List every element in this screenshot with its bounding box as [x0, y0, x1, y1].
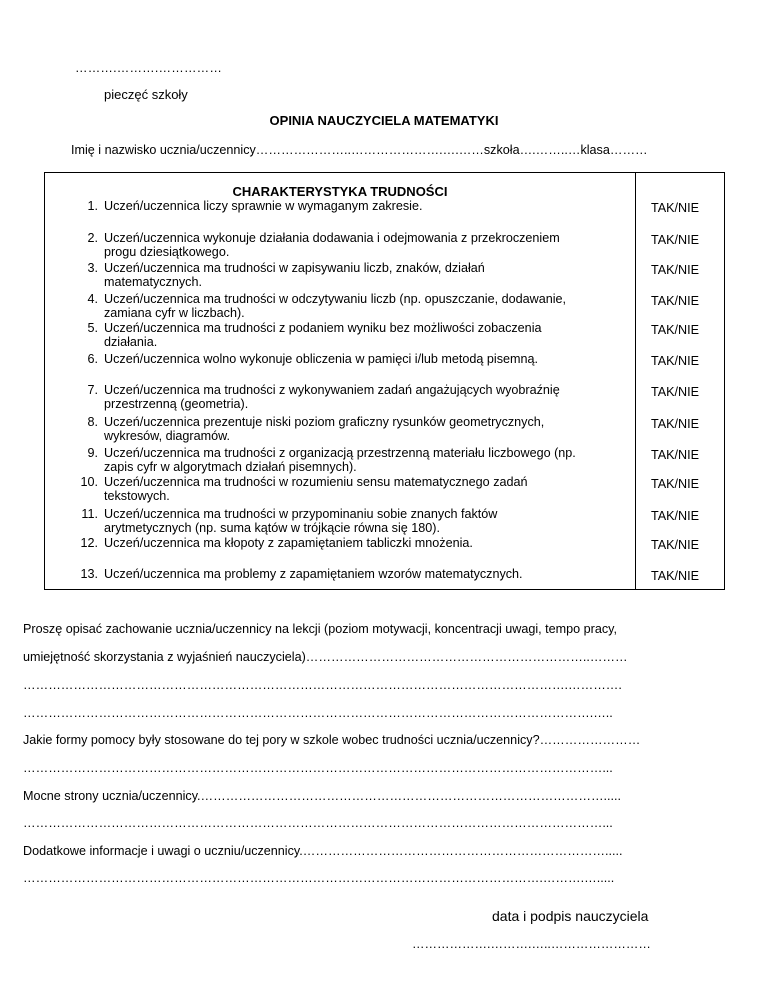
- item-number: 5.: [87, 321, 98, 335]
- signature-line: ……………….……….…..……………………: [412, 937, 651, 951]
- answer-line: ……………………………………………………………………………………………………………………….…..: [23, 706, 613, 720]
- item-text: Uczeń/uczennica ma kłopoty z zapamiętaniem tabliczki mnożenia.: [104, 536, 473, 550]
- answer-yes-no: TAK/NIE: [651, 385, 700, 399]
- table-row: [45, 231, 635, 259]
- answer-yes-no: TAK/NIE: [651, 477, 700, 491]
- item-number: 3.: [87, 261, 98, 275]
- question-additional-info: Dodatkowe informacje i uwagi o uczniu/uczennicy.……………………………………………………………….....: [23, 844, 623, 858]
- answer-line: …………………………………………………………………………………………………………….……….….....: [23, 871, 615, 885]
- question-behaviour: Proszę opisać zachowanie ucznia/uczennicy na lekcji (poziom motywacji, koncentracji uwagi, tempo pracy,: [23, 622, 618, 636]
- answer-line: …………………………………………………………………………………………………………………………...: [23, 761, 613, 775]
- table-row: [45, 507, 635, 535]
- answer-line: ………………………………………………………………………………………………………………….………….: [23, 678, 622, 692]
- item-text: działania.: [104, 335, 158, 349]
- school-stamp-label: pieczęć szkoły: [104, 87, 188, 102]
- table-row: [45, 446, 635, 474]
- question-strengths: Mocne strony ucznia/uczennicy.…………………………………………………………………………………….....: [23, 789, 622, 803]
- table-row: [45, 536, 635, 550]
- table-row: [45, 475, 635, 503]
- item-text: Uczeń/uczennica ma problemy z zapamiętaniem wzorów matematycznych.: [104, 567, 523, 581]
- item-text: wykresów, diagramów.: [104, 429, 230, 443]
- item-number: 8.: [87, 415, 98, 429]
- item-number: 2.: [87, 231, 98, 245]
- item-text: Uczeń/uczennica wykonuje działania dodawania i odejmowania z przekroczeniem: [104, 231, 560, 245]
- answer-yes-no: TAK/NIE: [651, 233, 700, 247]
- answer-yes-no: TAK/NIE: [651, 323, 700, 337]
- answer-yes-no: TAK/NIE: [651, 569, 700, 583]
- item-number: 9.: [87, 446, 98, 460]
- item-text: Uczeń/uczennica ma trudności w przypominaniu sobie znanych faktów: [104, 507, 498, 521]
- question-behaviour-cont: umiejętność skorzystania z wyjaśnień nauczyciela)…………………………………………………………..………: [23, 650, 628, 664]
- item-text: zapis cyfr w algorytmach działań pisemnych).: [104, 460, 357, 474]
- item-text: Uczeń/uczennica ma trudności z organizacją przestrzenną materiału liczbowego (np.: [104, 446, 576, 460]
- item-text: Uczeń/uczennica prezentuje niski poziom graficzny rysunków geometrycznych,: [104, 415, 545, 429]
- item-text: Uczeń/uczennica ma trudności w odczytywaniu liczb (np. opuszczanie, dodawanie,: [104, 292, 567, 306]
- table-row: [45, 292, 635, 320]
- table-row: [45, 567, 635, 581]
- item-text: przestrzenną (geometria).: [104, 397, 249, 411]
- item-text: matematycznych.: [104, 275, 202, 289]
- difficulties-table: [44, 172, 725, 590]
- answer-yes-no: TAK/NIE: [651, 509, 700, 523]
- item-number: 12.: [80, 536, 98, 550]
- difficulties-list: [45, 199, 635, 579]
- table-row: [45, 383, 635, 411]
- answer-yes-no: TAK/NIE: [651, 201, 700, 215]
- item-text: Uczeń/uczennica ma trudności z podaniem wyniku bez możliwości zobaczenia: [104, 321, 542, 335]
- table-row: [45, 321, 635, 349]
- item-text: Uczeń/uczennica liczy sprawnie w wymaganym zakresie.: [104, 199, 423, 213]
- page-title: OPINIA NAUCZYCIELA MATEMATYKI: [269, 113, 499, 128]
- answer-line: …………………………………………………………………………………………………………………………...: [23, 816, 613, 830]
- item-text: tekstowych.: [104, 489, 170, 503]
- table-row: [45, 415, 635, 443]
- item-number: 13.: [80, 567, 98, 581]
- item-text: Uczeń/uczennica wolno wykonuje obliczenia w pamięci i/lub metodą pisemną.: [104, 352, 539, 366]
- item-text: Uczeń/uczennica ma trudności w rozumieniu sensu matematycznego zadań: [104, 475, 528, 489]
- item-text: Uczeń/uczennica ma trudności z wykonywaniem zadań angażujących wyobraźnię: [104, 383, 560, 397]
- item-text: zamiana cyfr w liczbach).: [104, 306, 245, 320]
- answer-yes-no: TAK/NIE: [651, 354, 700, 368]
- answer-yes-no: TAK/NIE: [651, 448, 700, 462]
- question-help-forms: Jakie formy pomocy były stosowane do tej pory w szkole wobec trudności ucznia/uczennicy?……………………: [23, 733, 641, 747]
- table-row: [45, 261, 635, 289]
- student-info-line: Imię i nazwisko ucznia/uczennicy…………………..………………….….……szkoła….……..…klasa………: [71, 143, 648, 157]
- item-number: 1.: [87, 199, 98, 213]
- signature-label: data i podpis nauczyciela: [492, 908, 649, 924]
- table-row: [45, 199, 635, 213]
- answer-yes-no: TAK/NIE: [651, 538, 700, 552]
- item-number: 11.: [81, 507, 98, 521]
- item-number: 4.: [87, 292, 98, 306]
- table-heading: CHARAKTERYSTYKA TRUDNOŚCI: [232, 184, 448, 199]
- table-row: [45, 352, 635, 366]
- difficulties-cell: [45, 173, 636, 590]
- item-text: arytmetycznych (np. suma kątów w trójkącie równa się 180).: [104, 521, 440, 535]
- answer-yes-no: TAK/NIE: [651, 263, 700, 277]
- answer-yes-no: TAK/NIE: [651, 294, 700, 308]
- item-number: 6.: [87, 352, 98, 366]
- item-number: 7.: [87, 383, 98, 397]
- item-text: Uczeń/uczennica ma trudności w zapisywaniu liczb, znaków, działań: [104, 261, 485, 275]
- school-stamp-dots: ……….……….……………: [75, 61, 223, 75]
- item-text: progu dziesiątkowego.: [104, 245, 230, 259]
- answer-yes-no: TAK/NIE: [651, 417, 700, 431]
- item-number: 10.: [80, 475, 98, 489]
